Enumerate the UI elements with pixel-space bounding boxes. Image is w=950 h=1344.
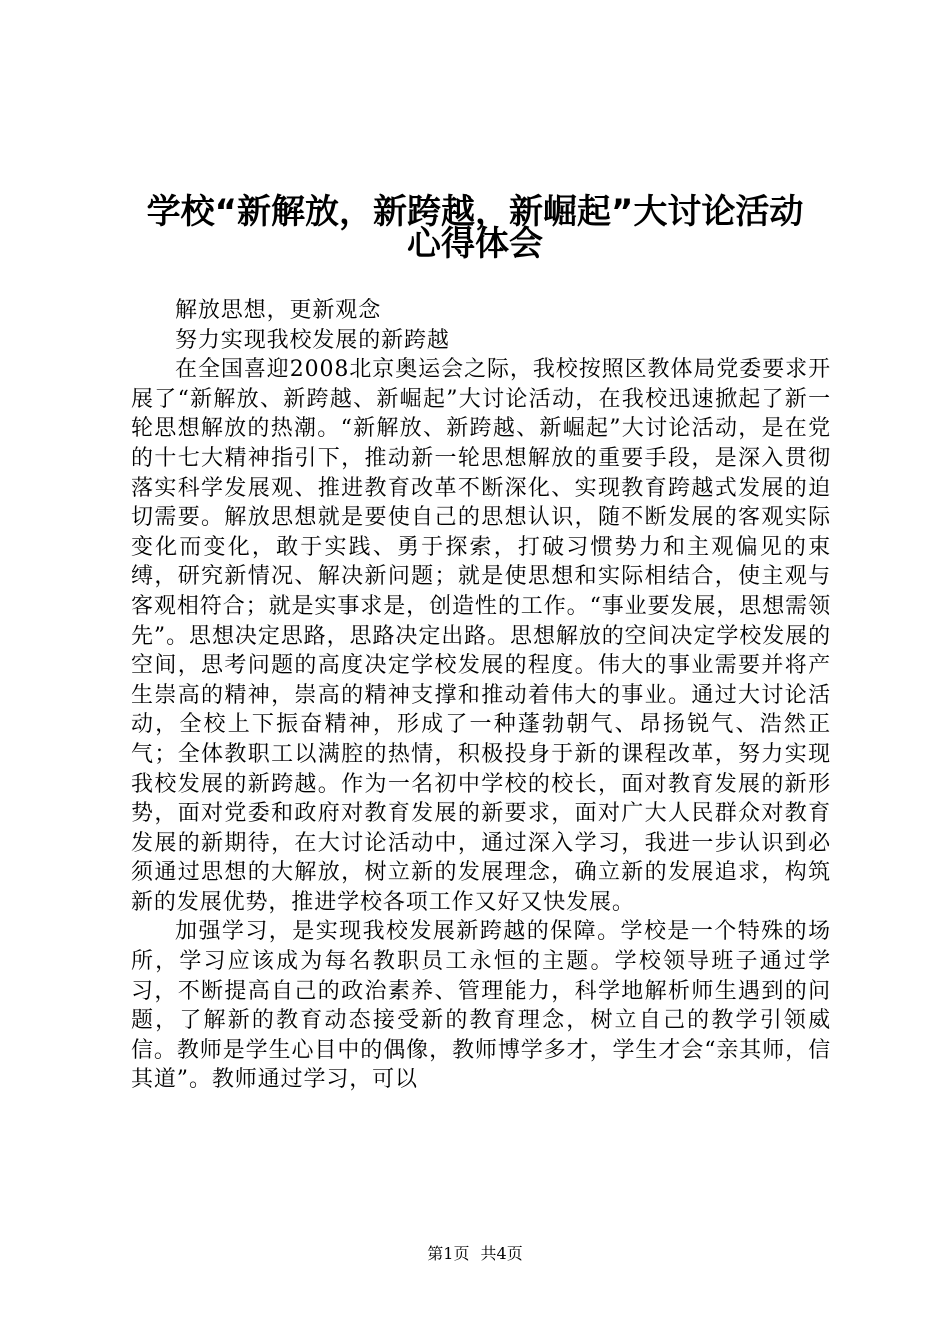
document-title-line-1: 学校“新解放，新跨越，新崛起”大讨论活动 xyxy=(146,192,804,232)
page-number: 第1页 xyxy=(427,1244,470,1263)
body-paragraph-2: 加强学习，是实现我校发展新跨越的保障。学校是一个特殊的场所，学习应该成为每名教职员工永恒的主题。学校领导班子通过学习，不断提高自己的政治素养、管理能力，科学地解析师生遇到的问题，了解新的教育动态接受新的教育理念，树立自己的教学引领威信。教师是学生心目中的偶像，教师博学多才，学生才会“亲其师，信其道”。教师通过学习，可以 xyxy=(131,919,831,1093)
page-total: 共4页 xyxy=(480,1244,523,1263)
body-paragraph-1: 在全国喜迎2008北京奥运会之际，我校按照区教体局党委要求开展了“新解放、新跨越、新崛起”大讨论活动，在我校迅速掀起了新一轮思想解放的热潮。“新解放、新跨越、新崛起”大讨论活动，是在党的十七大精神指引下，推动新一轮思想解放的重要手段，是深入贯彻落实科学发展观、推进教育改革不断深化、实现教育跨越式发展的迫切需要。解放思想就是要使自己的思想认识，随不断发展的客观实际变化而变化，敢于实践、勇于探索，打破习惯势力和主观偏见的束缚，研究新情况、解决新问题；就是使思想和实际相结合，使主观与客观相符合；就是实事求是，创造性的工作。“事业要发展，思想需领先”。思想决定思路，思路决定出路。思想解放的空间决定学校发展的空间，思考问题的高度决定学校发展的程度。伟大的事业需要并将产生崇高的精神，崇高的精神支撑和推动着伟大的事业。通过大讨论活动，全校上下振奋精神，形成了一种蓬勃朝气、昂扬锐气、浩然正气；全体教职工以满腔的热情，积极投身于新的课程改革，努力实现我校发展的新跨越。作为一名初中学校的校长，面对教育发展的新形势，面对党委和政府对教育发展的新要求，面对广大人民群众对教育发展的新期待，在大讨论活动中，通过深入学习，我进一步认识到必须通过思想的大解放，树立新的发展理念，确立新的发展追求，构筑新的发展优势，推进学校各项工作又好又快发展。 xyxy=(131,357,831,915)
document-body xyxy=(131,296,831,1095)
subheading-2: 努力实现我校发展的新跨越 xyxy=(175,327,450,353)
subheading-1: 解放思想，更新观念 xyxy=(175,298,382,323)
page-footer xyxy=(0,1244,950,1264)
document-title-line-2: 心得体会 xyxy=(407,224,543,264)
